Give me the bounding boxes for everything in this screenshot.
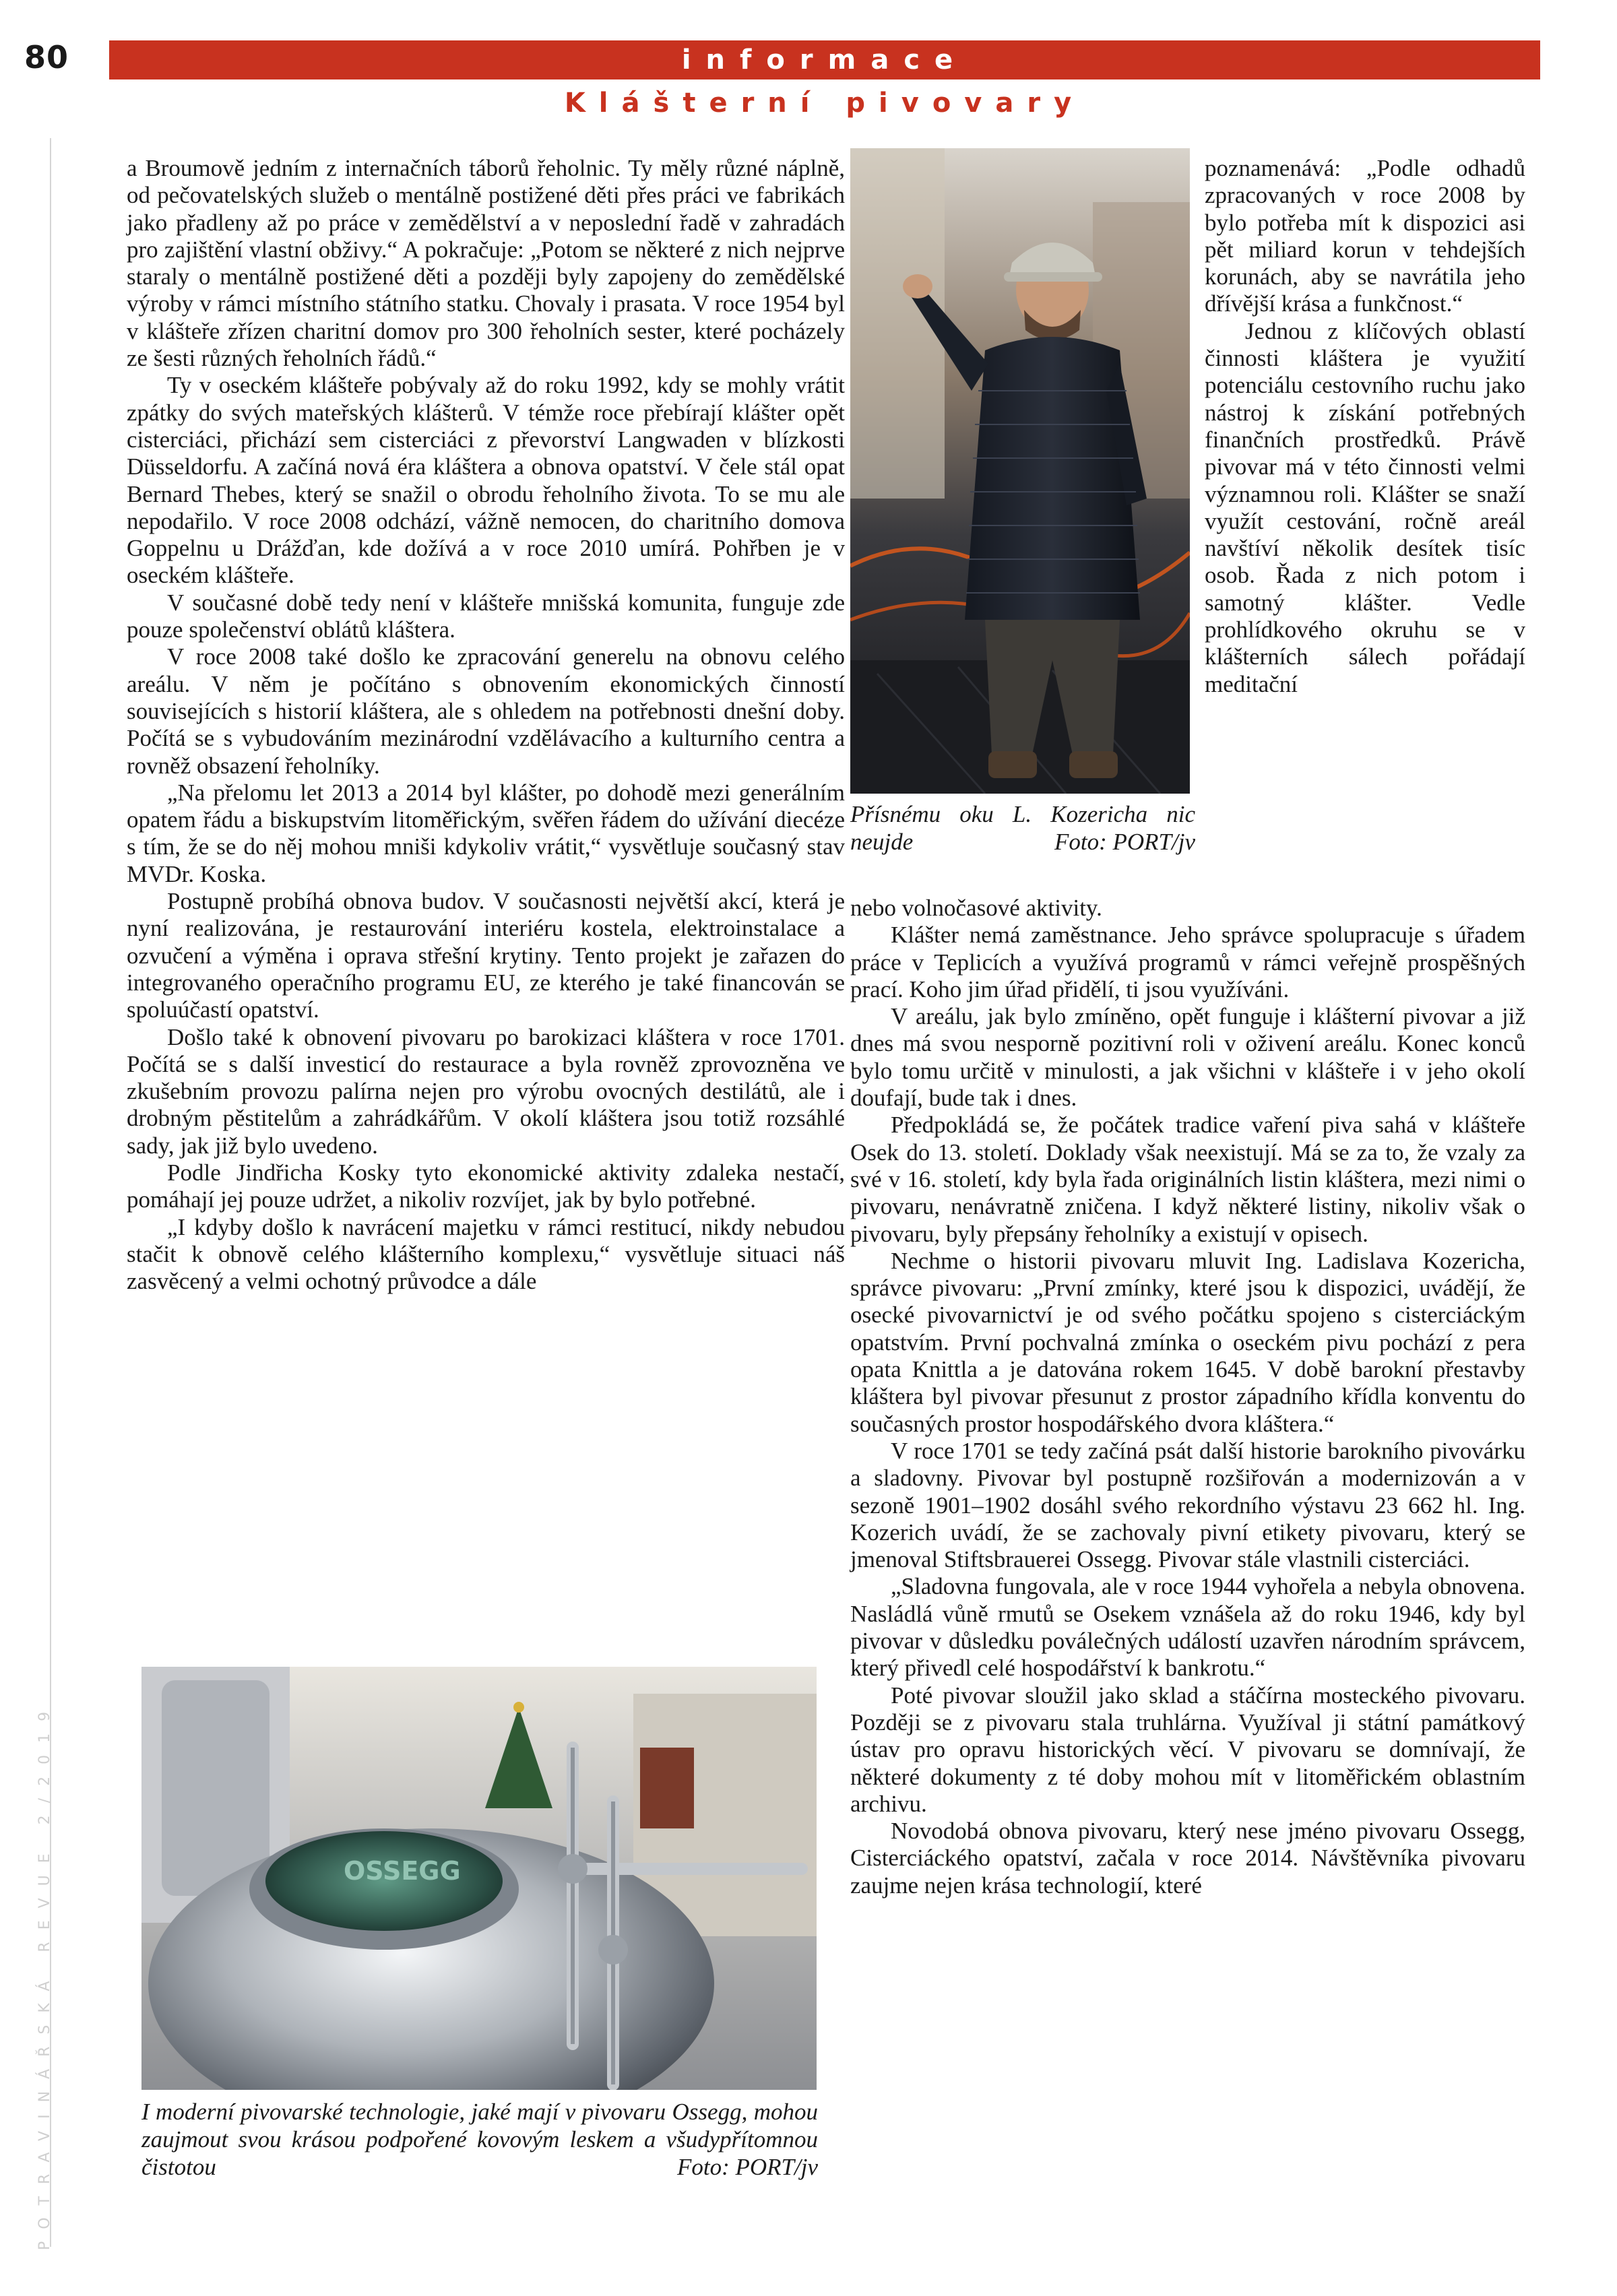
caption-text: Přísnému oku L. Kozericha nic neujde	[850, 801, 1195, 855]
paragraph: Postupně probíhá obnova budov. V současnosti největší akcí, která je nyní realizována, je restaurování interiéru kostela, elektroinstalace a ozvučení a výměna i oprava střešní krytiny. Tento projekt je zařazen do integrovaného operačního programu EU, ze kterého je také financován se spoluúčastí opatství.	[127, 888, 845, 1023]
paragraph: V roce 1701 se tedy začíná psát další historie barokního pivovárku a sladovny. Pivovar byl postupně rozšiřován a modernizován a v sezoně 1901–1902 dosáhl svého rekordního výstavu 23 662 hl. Ing. Kozerich uvádí, že se zachovaly pivní etikety pivovaru, který se jmenoval Stiftsbrauerei Ossegg. Pivovar stále vlastnili cisterciáci.	[850, 1437, 1525, 1573]
paragraph: V areálu, jak bylo zmíněno, opět funguje i klášterní pivovar a již dnes má svou nesporně pozitivní roli v oživení areálu. Konec konců bylo tomu určitě v minulosti, a jak všichni v klášteře i v jeho okolí doufají, bude tak i dnes.	[850, 1003, 1525, 1112]
paragraph: Klášter nemá zaměstnance. Jeho správce spolupracuje s úřadem práce v Teplicích a využívá programů v rámci veřejně prospěšných prací. Koho jim úřad přidělí, ti jsou využíváni.	[850, 922, 1525, 1002]
brewer-photo-image	[850, 148, 1190, 794]
right-column	[850, 895, 1525, 1899]
left-column	[127, 155, 845, 1295]
page-number: 80	[24, 39, 69, 75]
paragraph: poznamenává: „Podle odhadů zpracovaných v roce 2008 by bylo potřeba mít k dispozici asi pět miliard korun v tehdejších korunách, aby se navrátila jeho dřívější krása a funkčnost.“	[1205, 155, 1525, 317]
paragraph: Novodobá obnova pivovaru, který nese jméno pivovaru Ossegg, Cisterciáckého opatství, začala v roce 2014. Návštěvníka pivovaru zaujme nejen krása technologií, které	[850, 1818, 1525, 1899]
brewer-photo	[850, 148, 1190, 794]
paragraph: Došlo také k obnovení pivovaru po barokizaci kláštera v roce 1701. Počítá se s další investicí do restaurace a byla rovněž zprovozněna ve zkušebním provozu palírna nejen pro výrobu ovocných destilátů, ale i drobným pěstitelům a zahrádkářům. V okolí kláštera jsou totiž rozsáhlé sady, jak již bylo uvedeno.	[127, 1023, 845, 1159]
paragraph: Ty v oseckém klášteře pobývaly až do roku 1992, kdy se mohly vrátit zpátky do svých mateřských klášterů. V témže roce přebírají klášter opět cisterciáci, přichází sem cisterciáci z převorství Langwaden v blízkosti Düsseldorfu. A začíná nová éra kláštera a obnova opatství. V čele stál opat Bernard Thebes, který se snažil o obrodu řeholního života. To se mu ale nepodařilo. V roce 2008 odchází, vážně nemocen, do charitního domova Goppelnu u Drážďan, kde dožívá a v roce 2010 umírá. Pohřben je v oseckém klášteře.	[127, 372, 845, 589]
right-narrow-column	[1205, 155, 1525, 698]
paragraph: Poté pivovar sloužil jako sklad a stáčírna mosteckého pivovaru. Později se z pivovaru stala truhlárna. Využíval ji státní památkový ústav pro opravu historických věcí. V pivovaru se domnívají, že některé dokumenty z té doby mohou mít v litoměřickém oblastním archivu.	[850, 1682, 1525, 1817]
paragraph: a Broumově jedním z internačních táborů řeholnic. Ty měly různé náplně, od pečovatelských služeb o mentálně postižené děti přes práci ve fabrikách jako přadleny až po práce v zemědělství a v neposlední řadě v zahradách pro zajištění vlastní obživy.“ A pokračuje: „Potom se některé z nich nejprve staraly o mentálně postižené děti a později byly zapojeny do zemědělské výroby v rámci místního státního statku. Chovaly i prasata. V roce 1954 byl v klášteře zřízen charitní domov pro 300 řeholních sester, které pocházely ze šesti různých řeholních řádů.“	[127, 155, 845, 372]
brewing-tanks-photo	[141, 1667, 817, 2090]
article-rubric: Klášterní pivovary	[564, 88, 1085, 119]
paragraph: V roce 2008 také došlo ke zpracování generelu na obnovu celého areálu. V něm je počítáno s obnovením ekonomických činností souvisejících s historií kláštera, ale s ohledem na potřebnosti dnešní doby. Počítá se s vybudováním mezinárodní vzdělávacího a kulturního centra a rovněž obsazení řeholníky.	[127, 643, 845, 779]
photo-credit: Foto: PORT/jv	[1054, 829, 1195, 855]
paragraph: Podle Jindřicha Kosky tyto ekonomické aktivity zdaleka nestačí, pomáhají jej pouze udržet, a nikoliv rozvíjet, jak by bylo potřebné.	[127, 1159, 845, 1213]
journal-side-label: POTRAVINÁŘSKÁ REVUE 2/2019	[36, 1699, 53, 2250]
paragraph: nebo volnočasové aktivity.	[850, 895, 1102, 921]
paragraph: „I kdyby došlo k navrácení majetku v rámci restitucí, nikdy nebudou stačit k obnově celého klášterního komplexu,“ vysvětluje situaci náš zasvěcený a velmi ochotný průvodce a dále	[127, 1213, 845, 1295]
tank-lettering: OSSEGG	[344, 1856, 461, 1886]
caption-text: I moderní pivovarské technologie, jaké mají v pivovaru Ossegg, mohou zaujmout svou krásou podpořené kovovým leskem a všudypřítomnou čistotou	[141, 2099, 818, 2180]
section-label: informace	[681, 44, 968, 75]
paragraph: „Sladovna fungovala, ale v roce 1944 vyhořela a nebyla obnovena. Nasládlá vůně rmutů se Osekem vznášela až do roku 1946, kdy byl pivovar v důsledku poválečných událostí uzavřen národním správcem, který přivedl celé hospodářství k bankrotu.“	[850, 1573, 1525, 1682]
brewing-tanks-image	[141, 1667, 817, 2090]
paragraph: Předpokládá se, že počátek tradice vaření piva sahá v klášteře Osek do 13. století. Doklady však neexistují. Má se za to, že vzaly za své v 16. století, kdy byla řada originálních listin kláštera, mezi nimi o pivovaru, nenávratně zničena. I když některé listiny, nikoliv však o pivovaru, byly přepsány řeholníky a existují v opisech.	[850, 1112, 1525, 1247]
paragraph: Nechme o historii pivovaru mluvit Ing. Ladislava Kozericha, správce pivovaru: „První zmínky, které jsou k dispozici, uvádějí, že osecké pivovarnictví je od svého počátku spojeno s cisterciáckým opatstvím. První pochvalná zmínka o oseckém pivu pochází z pera opata Knittla a je datována rokem 1645. V době barokní přestavby kláštera byl pivovar přesunut z prostor západního křídla konventu do současných prostor hospodářského dvora kláštera.“	[850, 1247, 1525, 1437]
brewer-photo-caption	[850, 800, 1195, 856]
paragraph: „Na přelomu let 2013 a 2014 byl klášter, po dohodě mezi generálním opatem řádu a biskupstvím litoměřickým, svěřen řádem do užívání diecéze s tím, že se do něj mohou mniši kdykoliv vrátit,“ vysvětluje současný stav MVDr. Koska.	[127, 779, 845, 887]
tanks-photo-caption	[141, 2098, 818, 2181]
photo-credit: Foto: PORT/jv	[677, 2154, 818, 2180]
paragraph: Jednou z klíčových oblastí činnosti kláštera je využití potenciálu cestovního ruchu jako nástroj k získání potřebných finančních prostředků. Právě pivovar má v této činnosti velmi významnou roli. Klášter se snaží využít cestování, ročně areál navštíví několik desítek tisíc osob. Řada z nich potom i samotný klášter. Vedle prohlídkového okruhu se v klášterních sálech pořádají meditační	[1205, 317, 1525, 697]
paragraph: V současné době tedy není v klášteře mnišská komunita, funguje zde pouze společenství oblátů kláštera.	[127, 589, 845, 643]
section-banner	[109, 40, 1540, 79]
